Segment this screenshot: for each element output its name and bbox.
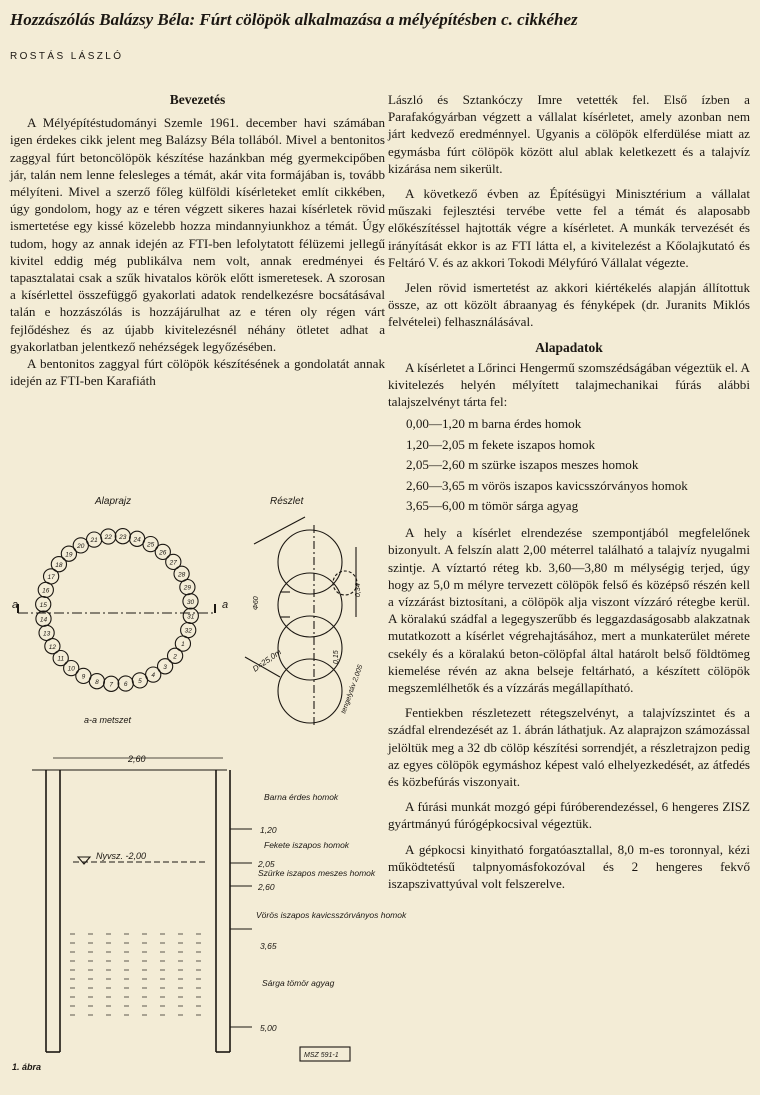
pile-number: 31 — [187, 613, 195, 621]
pile-number: 29 — [183, 584, 192, 592]
pile-number: 22 — [104, 534, 112, 542]
pile-number: 28 — [177, 571, 186, 579]
figure-1 — [0, 482, 407, 1095]
soil-layer: 1,20—2,05 m fekete iszapos homok — [406, 436, 596, 452]
layer-label: Sárga tömör agyag — [262, 978, 335, 988]
detail-piles — [245, 517, 357, 727]
pile-number: 7 — [109, 681, 114, 689]
pile-number: 12 — [48, 643, 57, 651]
section-heading-basic-data: Alapadatok — [535, 339, 603, 355]
pile-number: 11 — [57, 655, 65, 663]
pile-number: 30 — [186, 598, 195, 606]
section-mark-right: a — [222, 599, 229, 611]
pile-number: 5 — [138, 678, 142, 685]
pile-number: 17 — [47, 574, 55, 581]
author-name: ROSTÁS LÁSZLÓ — [10, 51, 124, 62]
right-column — [388, 91, 750, 892]
drawing-stamp: MSZ 591-1 — [304, 1052, 339, 1059]
paragraph: A Mélyépítéstudományi Szemle 1961. december havi számában igen érdekes cikk jelent meg Balázsy Béla tollából. Mivel a bentonitos zaggyal fúrt betoncölöpök készítése hazánkban még gyermekcipőben jár, talán nem lenne felesleges a témát, akár vita formájában is, tovább mélyíteni. Mivel a szerző főleg külföldi kísérleteket említ cikkében, úgy gondolom, hogy az e téren végzett sikeres hazai kísérletek rövid ismertetése egy kissé közelebb hozza mindannyiunkhoz a témát. Úgy tudom, hogy az annak idején az FTI-ben lefolytatott félüzemi jellegű kivitel eddig még publikálva nem volt, annak eredményei és tapasztalatai csak a szűk hivatalos körök előtt ismeretesek. A szorosan a kísérlettel összefüggő gyakorlati adatok rendelkezésre bocsátásával talán e hozzászólás is hozzájárulhat az e téren oly régen várt fejlődéshez és az újabb kivitelezésnél néhány ötletet adhat a gyakorlatban jelentkező nehézségek legyőzésében. — [10, 115, 385, 354]
detail-dim: D=25,0m — [250, 647, 283, 674]
article-title: Hozzászólás Balázsy Béla: Fúrt cölöpök alkalmazása a mélyépítésben c. cikkéhez — [10, 10, 578, 29]
layer-label: Fekete iszapos homok — [264, 840, 350, 850]
paragraph: Jelen rövid ismertetést az akkori kiértékelés alapján állítottuk össze, az ott közölt ábraanyag és fényképek (dr. Juranits Miklós felvételei) felhasználásával. — [388, 280, 750, 330]
section-heading-intro: Bevezetés — [169, 92, 226, 107]
pile-number: 10 — [67, 665, 75, 673]
detail-dim: Φ60 — [253, 596, 260, 610]
soil-layer: 3,65—6,00 m tömör sárga agyag — [406, 498, 579, 514]
pile-number: 14 — [39, 616, 48, 624]
paragraph: A bentonitos zaggyal fúrt cölöpök készítésének a gondolatát annak idején az FTI-ben Karafiáth — [10, 356, 385, 389]
pile-number: 16 — [42, 587, 50, 595]
paragraph: A következő évben az Építésügyi Minisztérium a vállalat műszaki fejlesztési tervébe vette fel a témát és alaposabb előkészítéssel hajtották végre a kísérletet. A munkák tervezését és irányítását ekkor is az FTI látta el, a kivitelezést a Kőolajkutató és Feltáró V. és az akkori Tokodi Mélyfúró Vállalat végezte. — [388, 186, 750, 270]
paragraph: A fúrási munkát mozgó gépi fúróberendezéssel, 6 hengeres ZISZ gyártmányú fúrógépkocsival végeztük. — [388, 799, 750, 832]
paragraph: A hely a kísérlet elrendezése szempontjából megfelelőnek bizonyult. A felszín alatt 2,00 méterrel található a talajvíz nyugalmi szintje. A víztartó réteg kb. 3,60—3,80 m mélységig terjed, úgy hogy az 5,0 m mélyre tervezett cölöpök felső és középső részén kell a vízzárást biztosítani, a cölöpök alja viszont vízzáró rétegbe kerül. A köralakú szádfal a legegyszerűbb és leggazdaságosabb alakzatnak mutatkozott a kísérlet végrehajtásához, mert a munkaterület mérete csekély és a köralakú beton-cölöpfal által határolt belső földtömeg kiemelése révén az akna belseje feltárható, a készített cölöpök megszemlélhetők és a vízzárás megállapítható. — [388, 525, 750, 696]
paragraph: Fentiekben részletezett rétegszelvényt, a talajvízszintet és a szádfal elrendezését az 1. ábrán láthatjuk. Az alaprajzon számozással jelöltük meg a 32 db cölöp készítési sorrendjét, a részletrajzon pedig az egyes cölöpök egymáshoz képest való elhelyezkedését, az átfedés és közbefúrás viszonyait. — [388, 705, 750, 790]
pile-number: 19 — [65, 551, 73, 559]
width-dimension-text: 2,60 — [128, 754, 146, 764]
paragraph: A gépkocsi kinyitható forgatóasztallal, 8,0 m-es toronnyal, kézi működtetésű talpnyomásfokozóval és 2 hengeres fekvő iszapszivattyúval volt felszerelve. — [388, 841, 750, 892]
pile-number: 8 — [95, 678, 99, 686]
detail-label: Részlet — [270, 496, 304, 507]
depth-label: 3,65 — [260, 941, 277, 951]
pile-number: 1 — [181, 641, 185, 649]
figure-drawing — [0, 482, 407, 1095]
water-level-text: Nyvsz. -2,00 — [96, 851, 147, 861]
pile-number: 25 — [146, 541, 155, 549]
soil-profile-list — [388, 415, 750, 514]
soil-hatching — [70, 934, 201, 1015]
pile-number: 26 — [159, 549, 167, 557]
pile-number: 32 — [184, 627, 192, 635]
pile-number: 23 — [119, 533, 127, 541]
pile-number: 15 — [39, 601, 47, 609]
figure-caption: 1. ábra — [12, 1062, 42, 1072]
detail-dim: 0,15 — [333, 650, 340, 664]
depth-label: 2,05 — [258, 859, 275, 869]
soil-layer: 2,05—2,60 m szürke iszapos meszes homok — [406, 457, 639, 473]
depth-label: 2,60 — [258, 882, 275, 892]
depth-label: 5,00 — [260, 1023, 277, 1033]
layer-label: Vörös iszapos kavicsszórványos homok — [256, 910, 407, 920]
pile-number: 2 — [173, 653, 177, 661]
paragraph: A kísérletet a Lőrinci Hengermű szomszédságában végeztük el. A kivitelezés helyén mélyített talajmechanikai fúrás alábbi talajszelvényt tárta fel: — [388, 359, 750, 410]
pile-number: 6 — [123, 681, 128, 689]
soil-layer: 2,60—3,65 m vörös iszapos kavicsszórványos homok — [406, 477, 688, 493]
left-column — [10, 91, 385, 389]
layer-label: Barna érdes homok — [264, 792, 339, 802]
layer-boundaries — [230, 829, 252, 1027]
pile-ring — [36, 529, 199, 692]
detail-dim: 0,34 — [355, 583, 362, 597]
pile-number: 3 — [163, 663, 167, 671]
layer-label: Szürke iszapos meszes homok — [258, 868, 376, 878]
pile-number: 21 — [90, 537, 98, 545]
section-mark-left: a — [12, 599, 19, 611]
paragraph: László és Sztankóczy Imre vetették fel. Első ízben a Parafakógyárban végzett a vállalat kísérletet, amely azonban nem járt kedvező eredménnyel. Ugyanis a cölöpök elferdülése miatt az egymásba fúrt cölöpök között alul ablak keletkezett és a talajvíz kizárása nem sikerült. — [388, 92, 750, 176]
plan-label: Alaprajz — [95, 496, 132, 507]
soil-layer: 0,00—1,20 m barna érdes homok — [406, 416, 582, 432]
section-label: a-a metszet — [84, 715, 132, 725]
pile-number: 27 — [169, 559, 177, 567]
pile-number: 4 — [151, 672, 156, 680]
detail-dim: tengelytáv 2,005 — [340, 664, 365, 715]
pile-number: 9 — [81, 673, 86, 681]
pile-number: 24 — [133, 536, 141, 544]
depth-label: 1,20 — [260, 825, 277, 835]
water-level-marker — [78, 857, 90, 864]
pile-number: 20 — [77, 543, 85, 550]
pile-number: 18 — [55, 561, 63, 569]
pile-number: 13 — [42, 630, 51, 638]
